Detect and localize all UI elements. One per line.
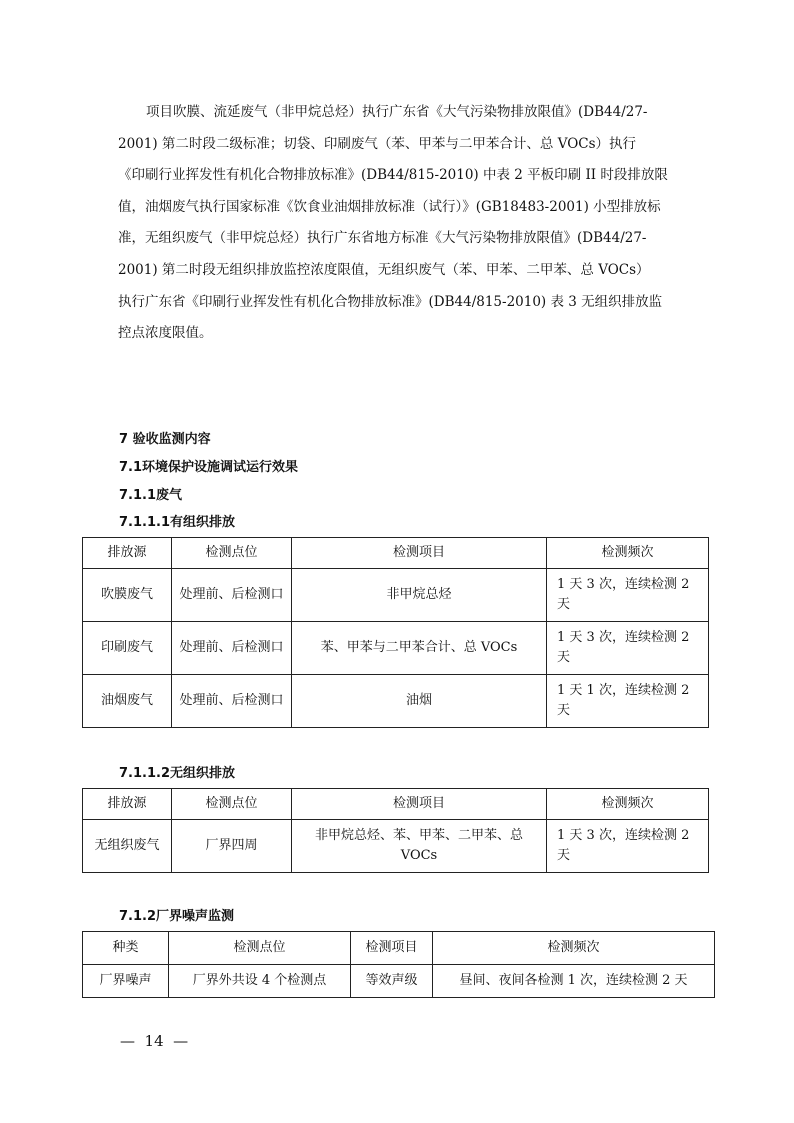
unorganized-emission-table	[82, 788, 709, 873]
header-cell: 检测点位	[172, 789, 292, 820]
heading-section-7-1-1-1: 7.1.1.1有组织排放	[119, 515, 235, 530]
table-header-row	[83, 538, 709, 569]
table-cell: 1 天 3 次，连续检测 2 天	[547, 820, 709, 873]
table-cell: 非甲烷总烃、苯、甲苯、二甲苯、总 VOCs	[292, 820, 547, 873]
table-cell: 印刷废气	[83, 622, 172, 675]
paragraph-line: 控点浓度限值。	[118, 325, 213, 342]
heading-section-7-1-2: 7.1.2厂界噪声监测	[119, 909, 235, 924]
paragraph-line: 《印刷行业挥发性有机化合物排放标准》(DB44/815-2010) 中表 2 平板印刷 II 时段排放限	[118, 167, 668, 184]
table-cell: 处理前、后检测口	[172, 622, 292, 675]
table-cell: 厂界噪声	[83, 965, 169, 998]
heading-section-7-1: 7.1环境保护设施调试运行效果	[119, 460, 299, 475]
table-cell: 1 天 3 次，连续检测 2 天	[547, 569, 709, 622]
heading-section-7: 7 验收监测内容	[119, 432, 211, 447]
table-cell: 昼间、夜间各检测 1 次，连续检测 2 天	[433, 965, 715, 998]
header-cell: 排放源	[83, 789, 172, 820]
table-cell: 处理前、后检测口	[172, 675, 292, 728]
table-row	[83, 965, 715, 998]
paragraph-line: 项目吹膜、流延废气（非甲烷总烃）执行广东省《大气污染物排放限值》(DB44/27-	[146, 104, 648, 120]
table-row	[83, 820, 709, 873]
heading-section-7-1-1-2: 7.1.1.2无组织排放	[119, 766, 235, 781]
header-cell: 检测频次	[547, 538, 709, 569]
paragraph-line: 值，油烟废气执行国家标准《饮食业油烟排放标准（试行）》(GB18483-2001) 小型排放标	[118, 198, 661, 215]
header-cell: 检测频次	[547, 789, 709, 820]
table-cell: 非甲烷总烃	[292, 569, 547, 622]
table-row	[83, 675, 709, 728]
header-cell: 检测项目	[351, 932, 433, 965]
organized-emission-table	[82, 537, 709, 728]
header-cell: 排放源	[83, 538, 172, 569]
table-cell: 1 天 3 次，连续检测 2 天	[547, 622, 709, 675]
header-cell: 检测点位	[169, 932, 351, 965]
table-cell: 等效声级	[351, 965, 433, 998]
table-cell: 油烟废气	[83, 675, 172, 728]
table-cell: 厂界外共设 4 个检测点	[169, 965, 351, 998]
header-cell: 检测项目	[292, 538, 547, 569]
body-paragraph	[118, 97, 688, 350]
page-number: — 14 —	[120, 1032, 189, 1050]
table-cell: 吹膜废气	[83, 569, 172, 622]
paragraph-line: 2001) 第二时段无组织排放监控浓度限值，无组织废气（苯、甲苯、二甲苯、总 VOCs）	[118, 261, 650, 278]
header-cell: 检测点位	[172, 538, 292, 569]
header-cell: 检测频次	[433, 932, 715, 965]
header-cell: 检测项目	[292, 789, 547, 820]
table-row	[83, 622, 709, 675]
header-cell: 种类	[83, 932, 169, 965]
table-cell: 油烟	[292, 675, 547, 728]
heading-section-7-1-1: 7.1.1废气	[119, 488, 183, 503]
paragraph-line: 准，无组织废气（非甲烷总烃）执行广东省地方标准《大气污染物排放限值》(DB44/27-	[118, 230, 647, 247]
table-header-row	[83, 789, 709, 820]
paragraph-line: 2001) 第二时段二级标准；切袋、印刷废气（苯、甲苯与二甲苯合计、总 VOCs）执行	[118, 135, 637, 152]
table-cell: 无组织废气	[83, 820, 172, 873]
table-cell: 1 天 1 次，连续检测 2 天	[547, 675, 709, 728]
table-cell: 苯、甲苯与二甲苯合计、总 VOCs	[292, 622, 547, 675]
noise-monitoring-table	[82, 931, 715, 998]
table-cell: 厂界四周	[172, 820, 292, 873]
paragraph-line: 执行广东省《印刷行业挥发性有机化合物排放标准》(DB44/815-2010) 表 3 无组织排放监	[118, 293, 663, 310]
table-header-row	[83, 932, 715, 965]
table-cell: 处理前、后检测口	[172, 569, 292, 622]
table-row	[83, 569, 709, 622]
